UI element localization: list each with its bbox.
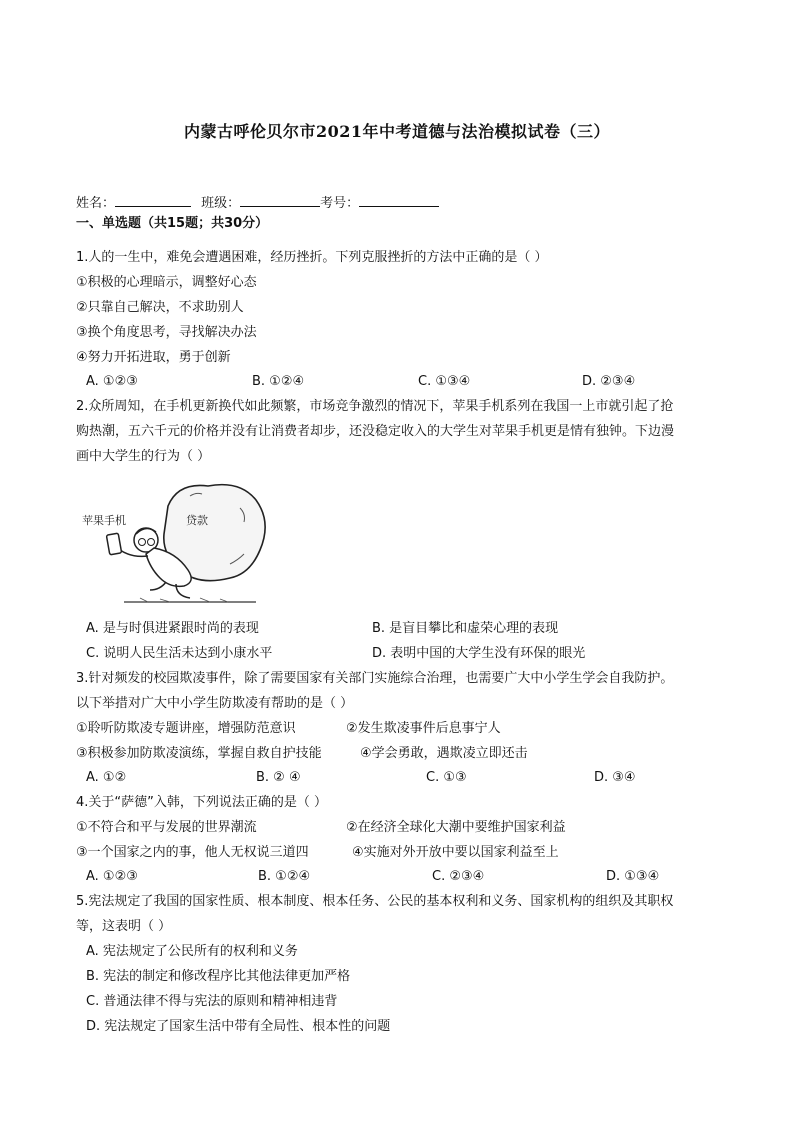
cartoon-student-carrying-loan <box>80 478 272 610</box>
q3-stem-line: 3.针对频发的校园欺凌事件，除了需要国家有关部门实施综合治理，也需要广大中小学生学会自我防护。 <box>76 671 674 686</box>
q5-option-c[interactable]: C. 普通法律不得与宪法的原则和精神相违背 <box>86 994 338 1009</box>
class-field[interactable] <box>240 193 320 207</box>
q4-item: ④实施对外开放中要以国家利益至上 <box>352 845 559 860</box>
q4-stem: 4.关于“萨德”入韩，下列说法正确的是（ ） <box>76 795 328 810</box>
q3-item: ③积极参加防欺凌演练，掌握自救自护技能 <box>76 746 322 761</box>
q4-option-a[interactable]: A. ①②③ <box>86 869 138 884</box>
q1-stem: 1.人的一生中，难免会遭遇困难，经历挫折。下列克服挫折的方法中正确的是（ ） <box>76 250 548 265</box>
q3-stem-line: 以下举措对广大中小学生防欺凌有帮助的是（ ） <box>76 696 354 711</box>
q2-option-b[interactable]: B. 是盲目攀比和虚荣心理的表现 <box>372 621 559 636</box>
q2-option-c[interactable]: C. 说明人民生活未达到小康水平 <box>86 646 273 661</box>
q4-option-d[interactable]: D. ①③④ <box>606 869 660 884</box>
q1-option-b[interactable]: B. ①②④ <box>252 374 305 389</box>
exam-title: 内蒙古呼伦贝尔市2021年中考道德与法治模拟试卷（三） <box>183 122 611 141</box>
q2-stem-line: 2.众所周知，在手机更新换代如此频繁，市场竞争激烈的情况下，苹果手机系列在我国一上市就引起了抢 <box>76 399 674 414</box>
q4-item: ②在经济全球化大潮中要维护国家利益 <box>346 820 566 835</box>
q5-stem-line: 等，这表明（ ） <box>76 919 172 934</box>
q3-option-b[interactable]: B. ② ④ <box>256 770 301 785</box>
q3-option-d[interactable]: D. ③④ <box>594 770 636 785</box>
name-field[interactable] <box>115 193 191 207</box>
q4-item: ①不符合和平与发展的世界潮流 <box>76 820 257 835</box>
q3-option-c[interactable]: C. ①③ <box>426 770 467 785</box>
q5-stem-line: 5.宪法规定了我国的国家性质、根本制度、根本任务、公民的基本权利和义务、国家机构的组织及其职权 <box>76 894 674 909</box>
student-info-row <box>76 193 439 212</box>
phone-label: 苹果手机 <box>82 514 126 527</box>
q2-stem-line: 画中大学生的行为（ ） <box>76 449 211 464</box>
q1-item: ③换个角度思考，寻找解决办法 <box>76 325 257 340</box>
q3-option-a[interactable]: A. ①② <box>86 770 127 785</box>
q3-item: ②发生欺凌事件后息事宁人 <box>346 721 501 736</box>
q1-option-c[interactable]: C. ①③④ <box>418 374 471 389</box>
q1-option-a[interactable]: A. ①②③ <box>86 374 138 389</box>
q1-item: ①积极的心理暗示，调整好心态 <box>76 275 257 290</box>
q3-item: ④学会勇敢，遇欺凌立即还击 <box>360 746 528 761</box>
q3-item: ①聆听防欺凌专题讲座，增强防范意识 <box>76 721 296 736</box>
q4-item: ③一个国家之内的事，他人无权说三道四 <box>76 845 309 860</box>
q5-option-a[interactable]: A. 宪法规定了公民所有的权利和义务 <box>86 944 298 959</box>
q5-option-d[interactable]: D. 宪法规定了国家生活中带有全局性、根本性的问题 <box>86 1019 391 1034</box>
q2-option-d[interactable]: D. 表明中国的大学生没有环保的眼光 <box>372 646 586 661</box>
q1-item: ②只靠自己解决，不求助别人 <box>76 300 244 315</box>
q4-option-b[interactable]: B. ①②④ <box>258 869 311 884</box>
section-heading: 一、单选题（共15题；共30分） <box>76 216 269 231</box>
class-label: 班级： <box>201 196 241 211</box>
q1-item: ④努力开拓进取，勇于创新 <box>76 350 231 365</box>
phone <box>106 533 121 555</box>
q2-option-a[interactable]: A. 是与时俱进紧跟时尚的表现 <box>86 621 259 636</box>
q2-stem-line: 购热潮，五六千元的价格并没有让消费者却步，还没稳定收入的大学生对苹果手机更是情有独钟。下边漫 <box>76 424 675 439</box>
number-field[interactable] <box>359 193 439 207</box>
q5-option-b[interactable]: B. 宪法的制定和修改程序比其他法律更加严格 <box>86 969 351 984</box>
q4-option-c[interactable]: C. ②③④ <box>432 869 485 884</box>
name-label: 姓名： <box>76 196 116 211</box>
number-label: 考号： <box>320 196 360 211</box>
q1-option-d[interactable]: D. ②③④ <box>582 374 636 389</box>
loan-label: 贷款 <box>186 514 208 527</box>
